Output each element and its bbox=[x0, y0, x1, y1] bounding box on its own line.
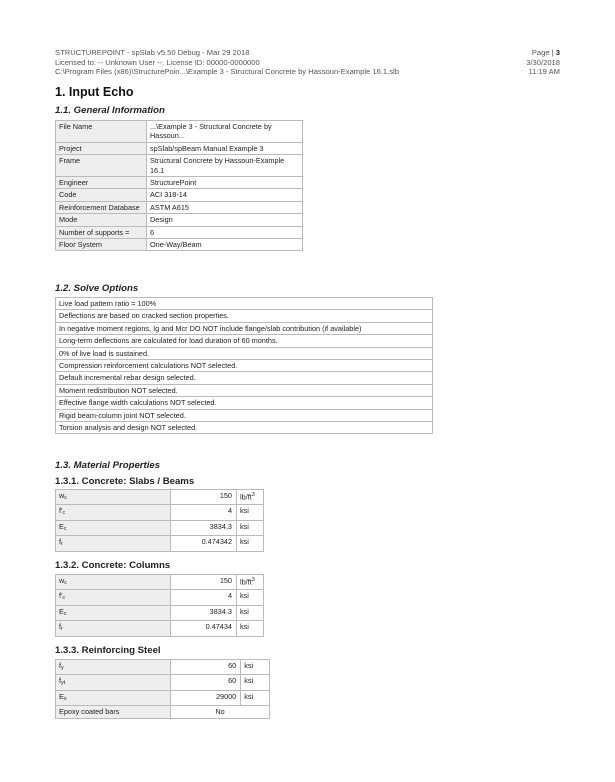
concrete-columns-heading: 1.3.2. Concrete: Columns bbox=[55, 560, 171, 571]
solve-options-heading: 1.2. Solve Options bbox=[55, 283, 139, 294]
table-cell: Number of supports = bbox=[56, 226, 147, 238]
table-cell: $f_r$ bbox=[56, 621, 171, 636]
table-row bbox=[56, 690, 270, 705]
table-cell: ksi bbox=[237, 505, 264, 520]
table-row bbox=[56, 360, 433, 372]
table-cell: spSlab/spBeam Manual Example 3 bbox=[147, 142, 303, 154]
general-info-table bbox=[55, 120, 303, 251]
table-cell: No bbox=[171, 706, 270, 718]
table-cell: Mode bbox=[56, 214, 147, 226]
table-row bbox=[56, 422, 433, 434]
table-cell: $E_c$ bbox=[56, 605, 171, 620]
program-info: STRUCTUREPOINT - spSlab v5.50 Debug - Mar 29 2018 bbox=[55, 48, 250, 57]
table-cell: 0% of live load is sustained. bbox=[56, 347, 433, 359]
table-cell: Engineer bbox=[56, 177, 147, 189]
table-cell: 0.474342 bbox=[171, 536, 237, 551]
table-row bbox=[56, 590, 264, 605]
table-cell: ksi bbox=[237, 590, 264, 605]
table-cell: One-Way/Beam bbox=[147, 239, 303, 251]
table-row bbox=[56, 335, 433, 347]
table-cell: $w_c$ bbox=[56, 490, 171, 505]
table-cell: Reinforcement Database bbox=[56, 201, 147, 213]
table-row bbox=[56, 505, 264, 520]
table-cell: 60 bbox=[171, 660, 241, 675]
table-cell: $f'_c$ bbox=[56, 590, 171, 605]
table-cell: Design bbox=[147, 214, 303, 226]
table-cell: Structural Concrete by Hassoun-Example 16.1 bbox=[147, 155, 303, 177]
table-cell: Floor System bbox=[56, 239, 147, 251]
table-row bbox=[56, 536, 264, 551]
table-cell: 4 bbox=[171, 505, 237, 520]
table-cell: 3834.3 bbox=[171, 520, 237, 535]
table-row bbox=[56, 621, 264, 636]
table-row bbox=[56, 155, 303, 177]
page-header bbox=[55, 48, 560, 77]
print-date: 3/30/2018 bbox=[526, 57, 560, 67]
table-cell: Frame bbox=[56, 155, 147, 177]
table-cell: Default incremental rebar design selected. bbox=[56, 372, 433, 384]
reinforcing-steel-heading: 1.3.3. Reinforcing Steel bbox=[55, 645, 161, 656]
table-row bbox=[56, 347, 433, 359]
material-properties-heading: 1.3. Material Properties bbox=[55, 460, 161, 471]
table-row bbox=[56, 226, 303, 238]
table-row bbox=[56, 384, 433, 396]
table-cell: ACI 318-14 bbox=[147, 189, 303, 201]
table-cell: StructurePoint bbox=[147, 177, 303, 189]
table-cell: 150 bbox=[171, 575, 237, 590]
table-cell: Project bbox=[56, 142, 147, 154]
table-row bbox=[56, 322, 433, 334]
table-cell: Compression reinforcement calculations NOT selected. bbox=[56, 360, 433, 372]
table-cell: 3834.3 bbox=[171, 605, 237, 620]
license-info: Licensed to: -- Unknown User --. License ID: 00000-0000000 bbox=[55, 57, 260, 67]
table-cell: $f'_c$ bbox=[56, 505, 171, 520]
solve-options-table bbox=[55, 297, 433, 434]
table-cell: 6 bbox=[147, 226, 303, 238]
table-row bbox=[56, 605, 264, 620]
table-row bbox=[56, 490, 264, 505]
table-cell: $f_r$ bbox=[56, 536, 171, 551]
table-cell: $w_c$ bbox=[56, 575, 171, 590]
table-row bbox=[56, 298, 433, 310]
table-cell: $lb/ft^3$ bbox=[237, 575, 264, 590]
table-cell: ksi bbox=[241, 660, 270, 675]
table-cell: Torsion analysis and design NOT selected. bbox=[56, 422, 433, 434]
table-cell: ksi bbox=[237, 621, 264, 636]
table-row bbox=[56, 239, 303, 251]
table-cell: 4 bbox=[171, 590, 237, 605]
table-cell: In negative moment regions, Ig and Mcr DO NOT include flange/slab contribution (if available) bbox=[56, 322, 433, 334]
table-row bbox=[56, 121, 303, 143]
table-cell: File Name bbox=[56, 121, 147, 143]
table-row bbox=[56, 520, 264, 535]
general-info-heading: 1.1. General Information bbox=[55, 105, 165, 116]
file-path: C:\Program Files (x86)\StructurePoin...\Example 3 - Structural Concrete by Hassoun-Example 16.1.slb bbox=[55, 67, 399, 77]
section-title: 1. Input Echo bbox=[55, 85, 134, 99]
table-row bbox=[56, 706, 270, 718]
table-cell: ...\Example 3 - Structural Concrete by Hassoun... bbox=[147, 121, 303, 143]
table-cell: Live load pattern ratio = 100% bbox=[56, 298, 433, 310]
table-row bbox=[56, 177, 303, 189]
table-cell: Moment redistribution NOT selected. bbox=[56, 384, 433, 396]
table-cell: Code bbox=[56, 189, 147, 201]
concrete-slabs-table bbox=[55, 489, 264, 552]
table-row bbox=[56, 397, 433, 409]
table-cell: 29000 bbox=[171, 690, 241, 705]
table-cell: $f_{yt}$ bbox=[56, 675, 171, 690]
table-cell: 150 bbox=[171, 490, 237, 505]
table-cell: Deflections are based on cracked section properties. bbox=[56, 310, 433, 322]
print-time: 11:19 AM bbox=[528, 67, 560, 77]
table-row bbox=[56, 142, 303, 154]
table-row bbox=[56, 575, 264, 590]
table-cell: $E_s$ bbox=[56, 690, 171, 705]
table-cell: Effective flange width calculations NOT selected. bbox=[56, 397, 433, 409]
table-cell: Epoxy coated bars bbox=[56, 706, 171, 718]
page-number: Page | 3 bbox=[531, 48, 560, 57]
table-row bbox=[56, 310, 433, 322]
table-row bbox=[56, 201, 303, 213]
table-row bbox=[56, 189, 303, 201]
table-cell: $lb/ft^3$ bbox=[237, 490, 264, 505]
table-cell: Long-term deflections are calculated for load duration of 60 months. bbox=[56, 335, 433, 347]
table-cell: ksi bbox=[237, 605, 264, 620]
table-cell: ksi bbox=[241, 675, 270, 690]
concrete-slabs-heading: 1.3.1. Concrete: Slabs / Beams bbox=[55, 476, 195, 487]
table-cell: $E_c$ bbox=[56, 520, 171, 535]
table-row bbox=[56, 660, 270, 675]
table-cell: 0.47434 bbox=[171, 621, 237, 636]
table-cell: $f_y$ bbox=[56, 660, 171, 675]
table-row bbox=[56, 214, 303, 226]
table-cell: ASTM A615 bbox=[147, 201, 303, 213]
table-cell: 60 bbox=[171, 675, 241, 690]
reinforcing-steel-table bbox=[55, 659, 270, 719]
concrete-columns-table bbox=[55, 574, 264, 637]
table-row bbox=[56, 409, 433, 421]
table-row bbox=[56, 372, 433, 384]
table-cell: ksi bbox=[241, 690, 270, 705]
table-cell: ksi bbox=[237, 520, 264, 535]
table-cell: Rigid beam-column joint NOT selected. bbox=[56, 409, 433, 421]
table-cell: ksi bbox=[237, 536, 264, 551]
table-row bbox=[56, 675, 270, 690]
